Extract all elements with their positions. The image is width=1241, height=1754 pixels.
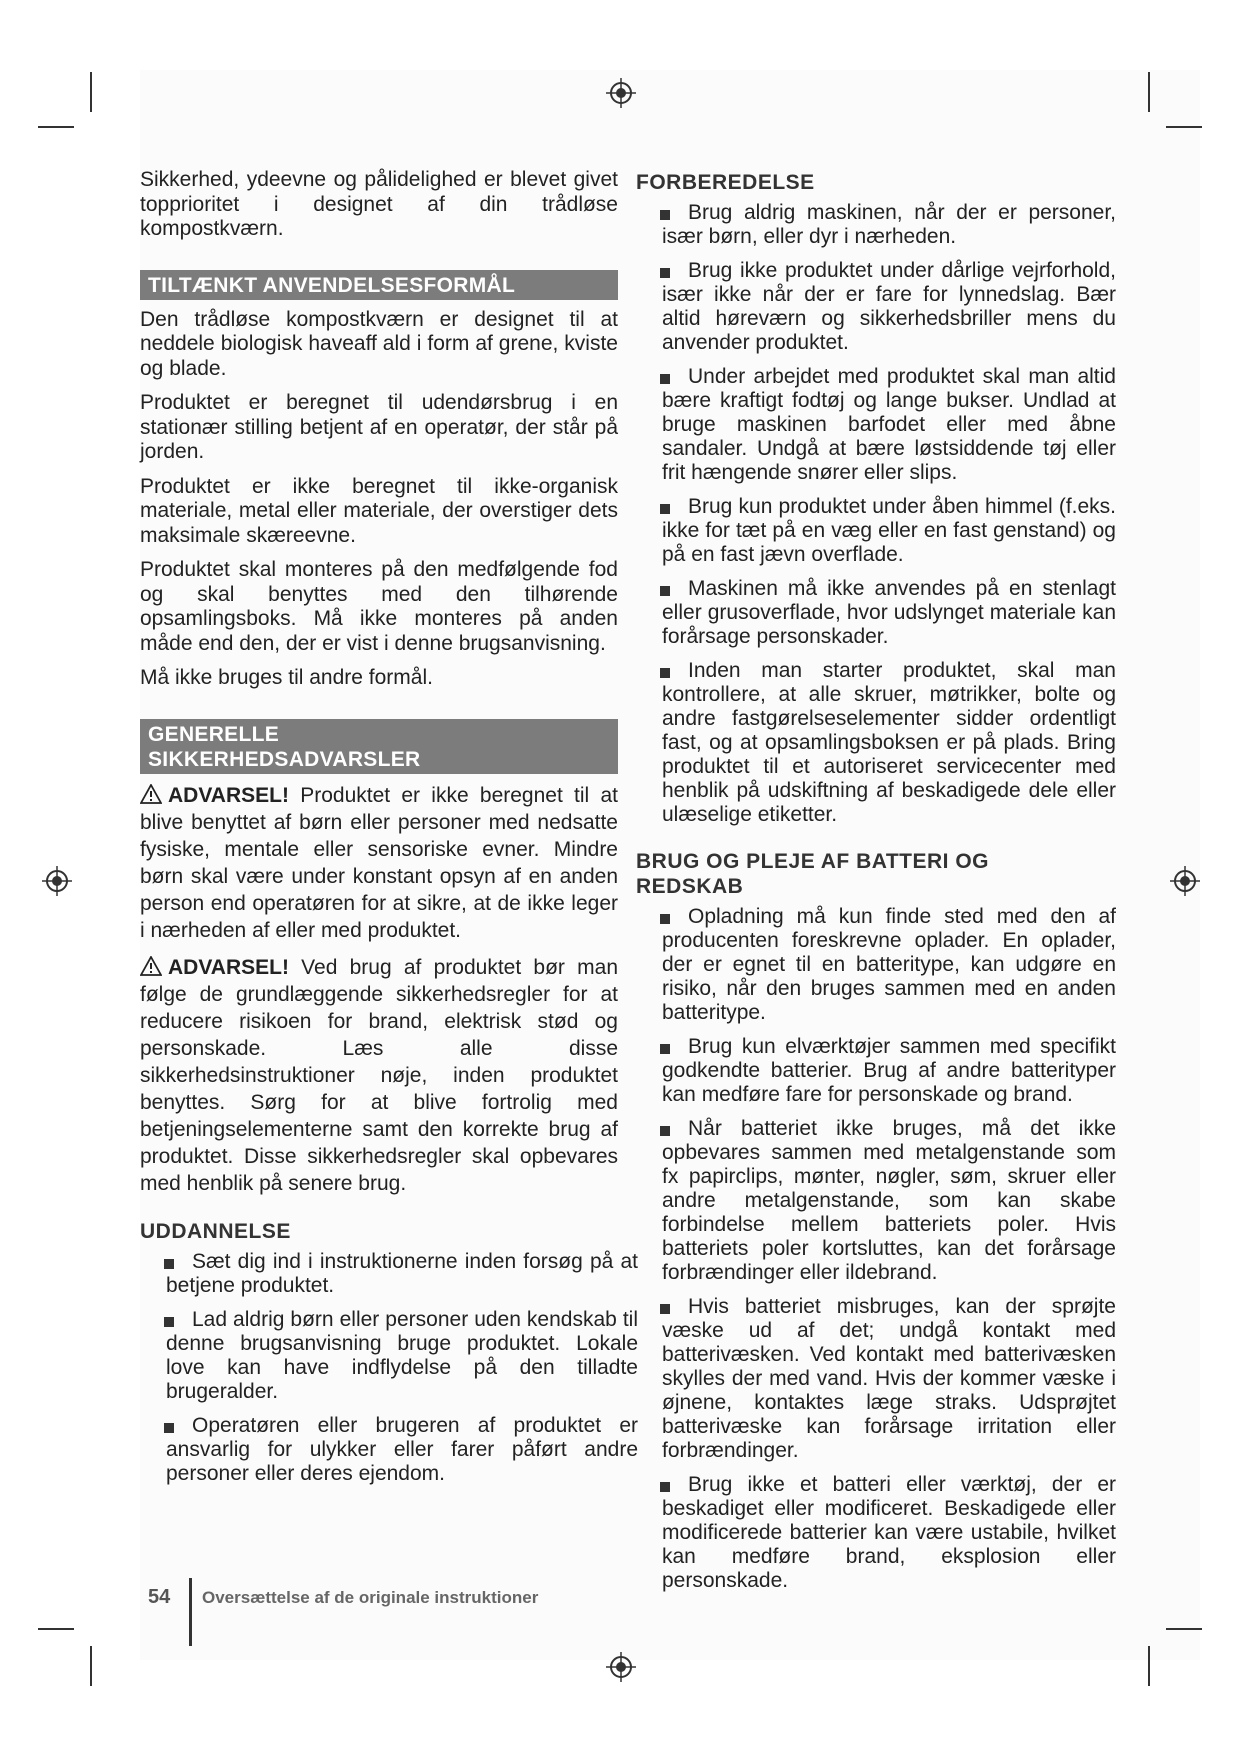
list-item-text: Maskinen må ikke anvendes på en stenlagt eller grusoverflade, hvor udslynget materiale kan forårsage personskader. <box>662 577 1116 648</box>
warning-text: Ved brug af produktet bør man følge de grundlæggende sikkerhedsregler for at reducere risikoen for brand, elektrisk stød og personskade. Læs alle disse sikkerhedsinstruktioner nøje, inden produktet benyttes. Sørg for at blive fortrolig med betjeningselementerne samt den korrekte brug af produktet. Disse sikkerhedsregler skal opbevares med henblik på senere brug. <box>140 955 618 1195</box>
list-item <box>636 1035 1116 1107</box>
list-item <box>636 365 1116 485</box>
bullet-icon <box>660 668 670 678</box>
body-paragraph: Produktet skal monteres på den medfølgende fod og skal benyttes med den tilhørende opsamlingsboks. Må ikke monteres på anden måde end den, der er vist i denne brugsanvisning. <box>140 558 618 655</box>
list-item <box>636 1473 1116 1593</box>
list-item-text: Lad aldrig børn eller personer uden kendskab til denne brugsanvisning bruge produktet. Lokale love kan have indflydelse på den tilladte brugeralder. <box>166 1307 638 1403</box>
crop-mark <box>1148 72 1150 112</box>
section-heading-training: UDDANNELSE <box>140 1219 291 1243</box>
crop-mark <box>1166 1628 1202 1630</box>
warning-triangle-icon <box>140 784 162 804</box>
intro-paragraph: Sikkerhed, ydeevne og pålidelighed er blevet givet topprioritet i designet af din trådløse kompostkværn. <box>140 168 618 240</box>
section-heading-battery <box>636 849 1116 899</box>
preparation-list <box>636 201 1116 827</box>
right-column <box>636 168 1116 1603</box>
warning-label: ADVARSEL! <box>168 955 289 979</box>
list-item-text: Brug ikke produktet under dårlige vejrforhold, især ikke når der er fare for lynnedslag. Bær altid høreværn og sikkerhedsbriller mens du anvender produktet. <box>662 259 1116 354</box>
list-item-text: Hvis batteriet misbruges, kan der sprøjte væske ud af det; undgå kontakt med batterivæsken. Ved kontakt med batterivæsken skylles der med vand. Hvis der kommer væske i øjnene, kontaktes læge straks. Udsprøjtet batterivæske kan forårsage irritation eller forbrændinger. <box>662 1295 1116 1462</box>
list-item <box>636 659 1116 827</box>
battery-list <box>636 905 1116 1593</box>
list-item-text: Brug aldrig maskinen, når der er personer, især børn, eller dyr i nærheden. <box>662 201 1116 248</box>
list-item <box>140 1414 638 1486</box>
list-item-text: Sæt dig ind i instruktionerne inden forsøg på at betjene produktet. <box>166 1249 638 1297</box>
body-paragraph: Produktet er ikke beregnet til ikke-organisk materiale, metal eller materiale, der overstiger dets maksimale skæreevne. <box>140 474 618 547</box>
bullet-icon <box>660 268 670 278</box>
bullet-icon <box>660 1044 670 1054</box>
footer-divider <box>189 1578 192 1646</box>
training-list <box>140 1250 638 1486</box>
warning-text: Produktet er ikke beregnet til at blive benyttet af børn eller personer med nedsatte fysiske, mentale eller sensoriske evner. Mindre børn skal være under konstant opsyn af en anden person end operatøren for at sikre, at de ikke leger i nærheden af eller med produktet. <box>140 783 618 942</box>
crop-mark <box>90 72 92 112</box>
list-item-text: Opladning må kun finde sted med den af producenten foreskrevne oplader. En oplader, der er egnet til en batteritype, kan udgøre en risiko, når den bruges sammen med en anden batteritype. <box>662 905 1116 1024</box>
bullet-icon <box>660 914 670 924</box>
list-item <box>140 1308 638 1404</box>
body-paragraph: Produktet er beregnet til udendørsbrug i en stationær stilling betjent af en operatør, der står på jorden. <box>140 391 618 463</box>
list-item-text: Brug kun produktet under åben himmel (f.eks. ikke for tæt på en væg eller en fast genstand) og på en fast jævn overflade. <box>662 495 1116 566</box>
registration-mark-icon <box>606 1652 636 1682</box>
list-item <box>636 259 1116 355</box>
list-item-text: Under arbejdet med produktet skal man altid bære kraftigt fodtøj og lange bukser. Undlad at bruge maskinen barfodet eller med åbne sandaler. Undgå at bære løstsiddende tøj eller frit hængende snører eller slips. <box>662 365 1116 484</box>
warning-label: ADVARSEL! <box>168 783 289 807</box>
page-number: 54 <box>148 1586 171 1608</box>
bullet-icon <box>164 1259 174 1269</box>
body-paragraph: Må ikke bruges til andre formål. <box>140 666 433 689</box>
bullet-icon <box>164 1423 174 1433</box>
crop-mark <box>90 1646 92 1686</box>
list-item-text: Operatøren eller brugeren af produktet er ansvarlig for ulykker eller farer påført andre personer eller deres ejendom. <box>166 1413 638 1485</box>
bullet-icon <box>660 1126 670 1136</box>
crop-mark <box>1166 126 1202 128</box>
section-heading-intended-use: TILTÆNKT ANVENDELSESFORMÅL <box>140 270 618 300</box>
body-paragraph: Den trådløse kompostkværn er designet til at neddele biologisk haveaff ald i form af grene, kviste og blade. <box>140 307 618 380</box>
list-item-text: Brug kun elværktøjer sammen med specifikt godkendte batterier. Brug af andre batterityper kan medføre fare for personskade og brand. <box>662 1035 1116 1106</box>
footer-text: Oversættelse af de originale instruktioner <box>202 1588 539 1607</box>
heading-line: BRUG OG PLEJE AF BATTERI OG <box>636 850 990 873</box>
bullet-icon <box>660 1482 670 1492</box>
list-item <box>636 201 1116 249</box>
list-item <box>636 495 1116 567</box>
registration-mark-icon <box>42 866 72 896</box>
list-item <box>636 1295 1116 1463</box>
bullet-icon <box>660 374 670 384</box>
section-heading-preparation: FORBEREDELSE <box>636 171 815 194</box>
bullet-icon <box>660 586 670 596</box>
left-column <box>140 168 638 1496</box>
list-item-text: Når batteriet ikke bruges, må det ikke opbevares sammen med metalgenstande som fx papirclips, mønter, nøgler, søm, skruer eller andre metalgenstande, som kan skabe forbindelse mellem batteriets poler. Hvis batteriets poler kortsluttes, kan det forårsage forbrændinger eller ildebrand. <box>662 1117 1116 1284</box>
registration-mark-icon <box>606 78 636 108</box>
bullet-icon <box>164 1317 174 1327</box>
list-item-text: Inden man starter produktet, skal man kontrollere, at alle skruer, møtrikker, bolte og andre fastgørelseselementer sidder ordentligt fast, og at opsamlingsboksen er på plads. Bring produktet til et autoriseret servicecenter med henblik på udskiftning af beskadigede dele eller ulæselige etiketter. <box>662 659 1116 826</box>
list-item-text: Brug ikke et batteri eller værktøj, der er beskadiget eller modificeret. Beskadigede eller modificerede batterier kan være ustabile, hvilket kan medføre brand, eksplosion eller personskade. <box>662 1473 1116 1592</box>
bullet-icon <box>660 1304 670 1314</box>
list-item <box>140 1250 638 1298</box>
crop-mark <box>1148 1646 1150 1686</box>
bullet-icon <box>660 504 670 514</box>
warning-triangle-icon <box>140 956 162 976</box>
warning-paragraph <box>140 954 618 1197</box>
list-item <box>636 1117 1116 1285</box>
registration-mark-icon <box>1170 866 1200 896</box>
heading-line: SIKKERHEDSADVARSLER <box>148 747 421 771</box>
section-heading-safety-warnings <box>140 719 618 774</box>
list-item <box>636 905 1116 1025</box>
bullet-icon <box>660 210 670 220</box>
list-item <box>636 577 1116 649</box>
warning-paragraph <box>140 782 618 944</box>
heading-line: GENERELLE <box>148 722 280 746</box>
crop-mark <box>38 126 74 128</box>
heading-line: REDSKAB <box>636 875 744 898</box>
crop-mark <box>38 1628 74 1630</box>
